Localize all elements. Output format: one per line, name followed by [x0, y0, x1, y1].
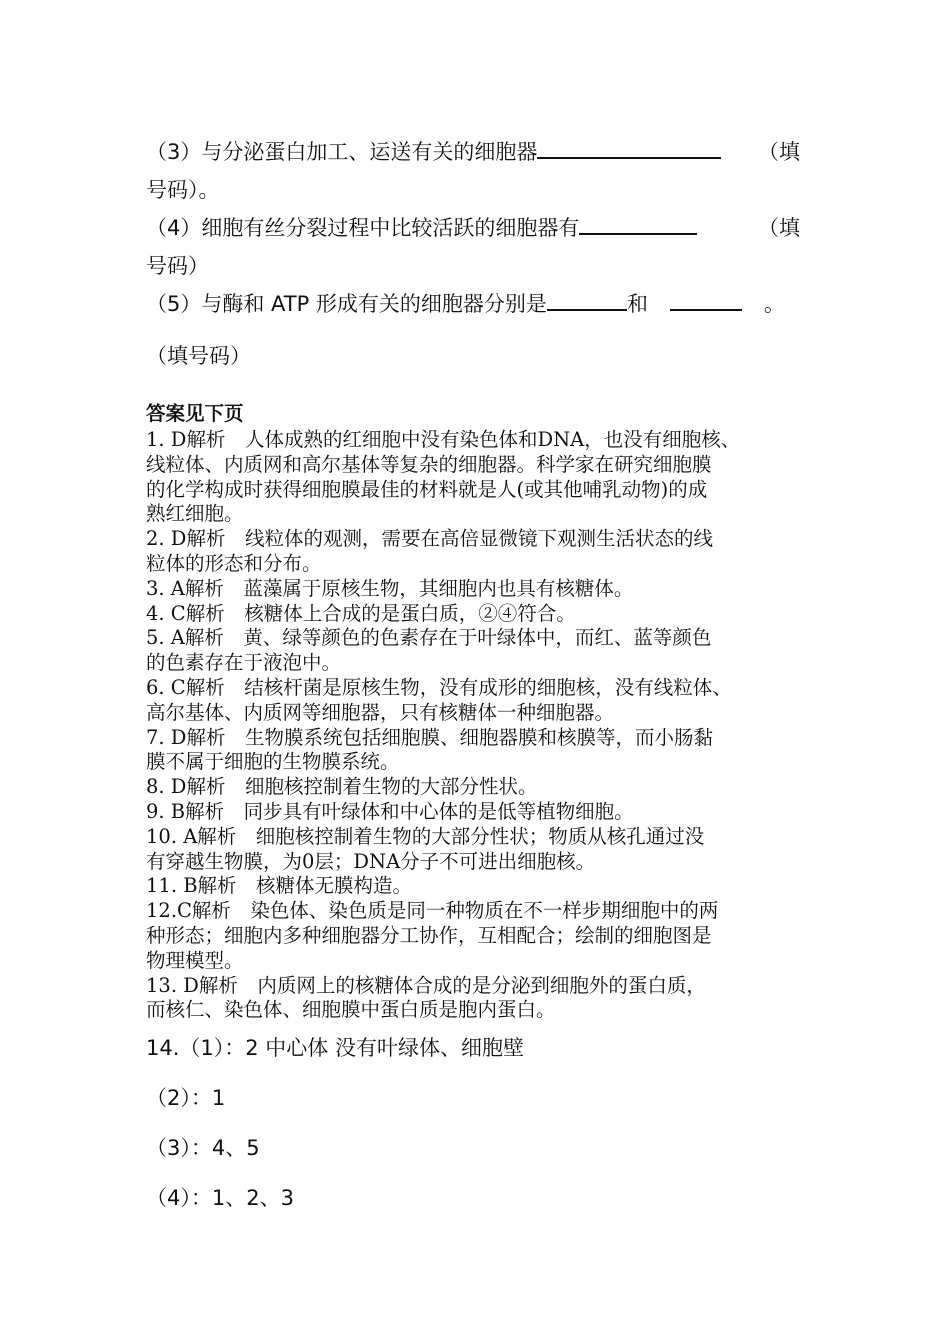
question-3-line: [146, 136, 721, 166]
answer-line: 线粒体、内质网和高尔基体等复杂的细胞器。科学家在研究细胞膜: [146, 452, 712, 476]
answer-line: 2. D解析 线粒体的观测，需要在高倍显微镜下观测生活状态的线: [146, 527, 713, 551]
question-4-line: [146, 212, 697, 242]
answer-line: 3. A解析 蓝藻属于原核生物，其细胞内也具有核糖体。: [146, 576, 634, 600]
question-3-blank: [537, 156, 721, 159]
answer-14-line-4: （4）：1、2、3: [146, 1186, 294, 1210]
answer-line: 种形态；细胞内多种细胞器分工协作，互相配合；绘制的细胞图是: [146, 923, 712, 947]
question-5-line: [146, 288, 785, 318]
answer-heading: 答案见下页: [146, 402, 244, 425]
answer-line: 膜不属于细胞的生物膜系统。: [146, 750, 400, 774]
question-3-note: 号码）。: [146, 178, 220, 202]
answer-line: 而核仁、染色体、细胞膜中蛋白质是胞内蛋白。: [146, 998, 556, 1022]
answer-line: 9. B解析 同步具有叶绿体和中心体的是低等植物细胞。: [146, 799, 634, 823]
question-3-text: （3）与分泌蛋白加工、运送有关的细胞器: [146, 140, 538, 164]
answer-14-line-1: 14.（1）：2 中心体 没有叶绿体、细胞壁: [146, 1036, 524, 1060]
answer-line: 6. C解析 结核杆菌是原核生物，没有成形的细胞核，没有线粒体、: [146, 675, 732, 699]
question-5-blank-2: [670, 308, 742, 311]
answer-line: 的色素存在于液泡中。: [146, 651, 342, 675]
answer-line: 高尔基体、内质网等细胞器，只有核糖体一种细胞器。: [146, 700, 615, 724]
answer-line: 1. D解析 人体成熟的红细胞中没有染色体和DNA，也没有细胞核、: [146, 428, 741, 451]
answer-line: 熟红细胞。: [146, 502, 244, 526]
question-5-blank-1: [547, 308, 627, 311]
answer-line: 的化学构成时获得细胞膜最佳的材料就是人(或其他哺乳动物)的成: [146, 477, 708, 501]
answer-line: 有穿越生物膜，为0层；DNA分子不可进出细胞核。: [146, 849, 596, 873]
answer-line: 13. D解析 内质网上的核糖体合成的是分泌到细胞外的蛋白质，: [146, 973, 706, 997]
question-4-text: （4）细胞有丝分裂过程中比较活跃的细胞器有: [146, 216, 580, 240]
question-5-and: 和: [626, 292, 648, 316]
question-3-fill-note: （填: [758, 140, 800, 164]
question-4-fill-note: （填: [758, 216, 800, 240]
answer-line: 4. C解析 核糖体上合成的是蛋白质，②④符合。: [146, 601, 576, 625]
question-4-blank: [579, 232, 697, 235]
answer-line: 12.C解析 染色体、染色质是同一种物质在不一样步期细胞中的两: [146, 899, 719, 923]
question-5-end: 。: [763, 292, 785, 316]
answer-line: 8. D解析 细胞核控制着生物的大部分性状。: [146, 775, 538, 799]
question-4-note: 号码）: [146, 254, 209, 278]
question-5-note: （填号码）: [146, 344, 251, 368]
answer-14-line-3: （3）：4、5: [146, 1136, 260, 1160]
answer-line: 11. B解析 核糖体无膜构造。: [146, 874, 413, 898]
answer-line: 物理模型。: [146, 948, 244, 972]
answer-14-line-2: （2）：1: [146, 1086, 226, 1110]
answers-block: [146, 428, 836, 1023]
answer-line: 10. A解析 细胞核控制着生物的大部分性状；物质从核孔通过没: [146, 824, 705, 848]
question-5-text: （5）与酶和 ATP 形成有关的细胞器分别是: [146, 292, 547, 316]
answer-line: 7. D解析 生物膜系统包括细胞膜、细胞器膜和核膜等，而小肠黏: [146, 725, 713, 749]
answer-line: 粒体的形态和分布。: [146, 551, 322, 575]
answer-line: 5. A解析 黄、绿等颜色的色素存在于叶绿体中，而红、蓝等颜色: [146, 626, 712, 650]
